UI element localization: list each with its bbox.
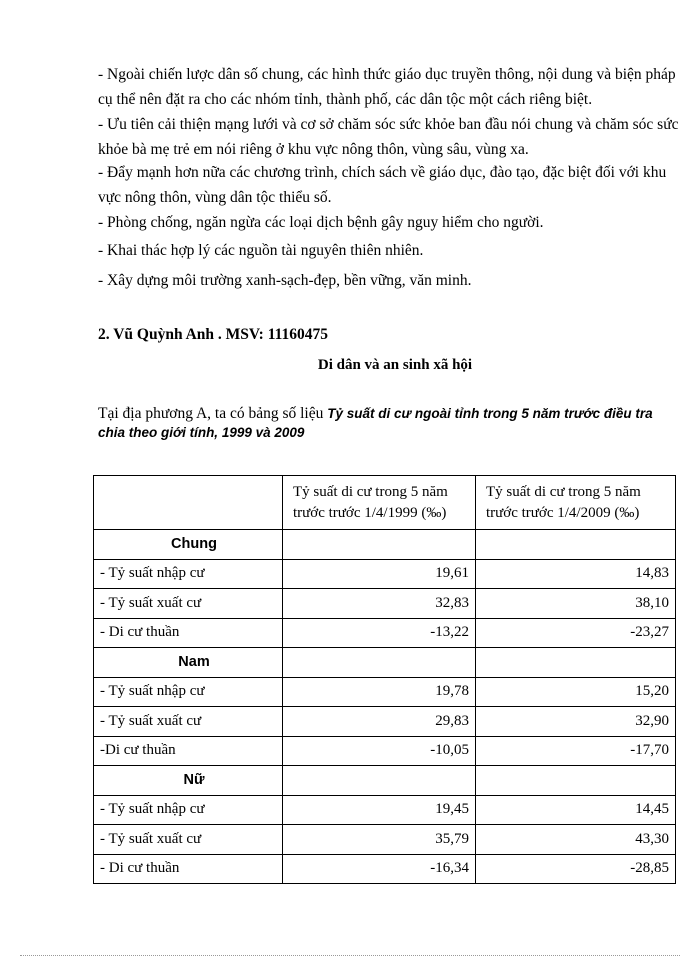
paragraph-disease: - Phòng chống, ngăn ngừa các loại dịch bệnh gây nguy hiểm cho người. (98, 214, 544, 231)
value-1999: 35,79 (283, 825, 476, 855)
intro-text: Tại địa phương A, ta có bảng số liệu (98, 405, 328, 422)
group-row-nam (94, 648, 676, 678)
paragraph-resources: - Khai thác hợp lý các nguồn tài nguyên thiên nhiên. (98, 242, 424, 259)
table-row (94, 795, 676, 825)
paragraph-education: - Đẩy mạnh hơn nữa các chương trình, chích sách về giáo dục, đào tạo, đặc biệt đối với khu vực nông thôn, vùng dân tộc thiểu số. (98, 164, 667, 206)
row-label: - Tỷ suất nhập cư (94, 559, 283, 589)
value-2009: 14,45 (476, 795, 676, 825)
value-2009: 32,90 (476, 707, 676, 737)
row-label: - Tỷ suất xuất cư (94, 707, 283, 737)
value-2009: 14,83 (476, 559, 676, 589)
row-label: - Di cư thuần (94, 854, 283, 884)
table-row (94, 707, 676, 737)
header-cell-empty (94, 476, 283, 530)
value-2009: -17,70 (476, 736, 676, 766)
section-heading: 2. Vũ Quỳnh Anh . MSV: 11160475 (98, 326, 329, 343)
intro-table-title: Tỷ suất di cư ngoài tỉnh trong 5 năm trước điều tra chia theo giới tính, 1999 và 2009 (98, 406, 653, 440)
group-label: Nam (94, 648, 283, 678)
group-row-nu (94, 766, 676, 796)
value-1999: 32,83 (283, 589, 476, 619)
value-1999: -13,22 (283, 618, 476, 648)
table-row (94, 559, 676, 589)
value-1999: 19,45 (283, 795, 476, 825)
value-1999: -10,05 (283, 736, 476, 766)
group-label: Nữ (94, 766, 283, 796)
table-row (94, 589, 676, 619)
table-row (94, 825, 676, 855)
header-cell-1999: Tỷ suất di cư trong 5 năm trước trước 1/4/1999 (‰) (283, 476, 476, 530)
value-1999: 29,83 (283, 707, 476, 737)
value-2009: 38,10 (476, 589, 676, 619)
value-1999: 19,61 (283, 559, 476, 589)
table-row (94, 677, 676, 707)
row-label: - Di cư thuần (94, 618, 283, 648)
group-label: Chung (94, 530, 283, 560)
migration-table (93, 475, 676, 884)
table-row (94, 618, 676, 648)
value-2009: 43,30 (476, 825, 676, 855)
value-2009: -28,85 (476, 854, 676, 884)
row-label: -Di cư thuần (94, 736, 283, 766)
value-1999: 19,78 (283, 677, 476, 707)
row-label: - Tỷ suất nhập cư (94, 795, 283, 825)
value-2009: 15,20 (476, 677, 676, 707)
header-cell-2009: Tỷ suất di cư trong 5 năm trước trước 1/4/2009 (‰) (476, 476, 676, 530)
table-header-row (94, 476, 676, 530)
row-label: - Tỷ suất nhập cư (94, 677, 283, 707)
table-row (94, 736, 676, 766)
row-label: - Tỷ suất xuất cư (94, 825, 283, 855)
row-label: - Tỷ suất xuất cư (94, 589, 283, 619)
value-1999: -16,34 (283, 854, 476, 884)
paragraph-environment: - Xây dựng môi trường xanh-sạch-đẹp, bền vững, văn minh. (98, 272, 472, 289)
paragraph-healthcare: - Ưu tiên cải thiện mạng lưới và cơ sở chăm sóc sức khỏe ban đầu nói chung và chăm sóc sức khỏe bà mẹ trẻ em nói riêng ở khu vực nông thôn, vùng sâu, vùng xa. (98, 116, 679, 158)
paragraph-strategy: - Ngoài chiến lược dân số chung, các hình thức giáo dục truyền thông, nội dung và biện pháp cụ thể nên đặt ra cho các nhóm tỉnh, thành phố, các dân tộc một cách riêng biệt. (98, 66, 676, 108)
section-subtitle: Di dân và an sinh xã hội (317, 357, 473, 373)
table-row (94, 854, 676, 884)
page-bottom-divider (20, 955, 680, 956)
group-row-chung (94, 530, 676, 560)
value-2009: -23,27 (476, 618, 676, 648)
table-intro (98, 404, 658, 442)
